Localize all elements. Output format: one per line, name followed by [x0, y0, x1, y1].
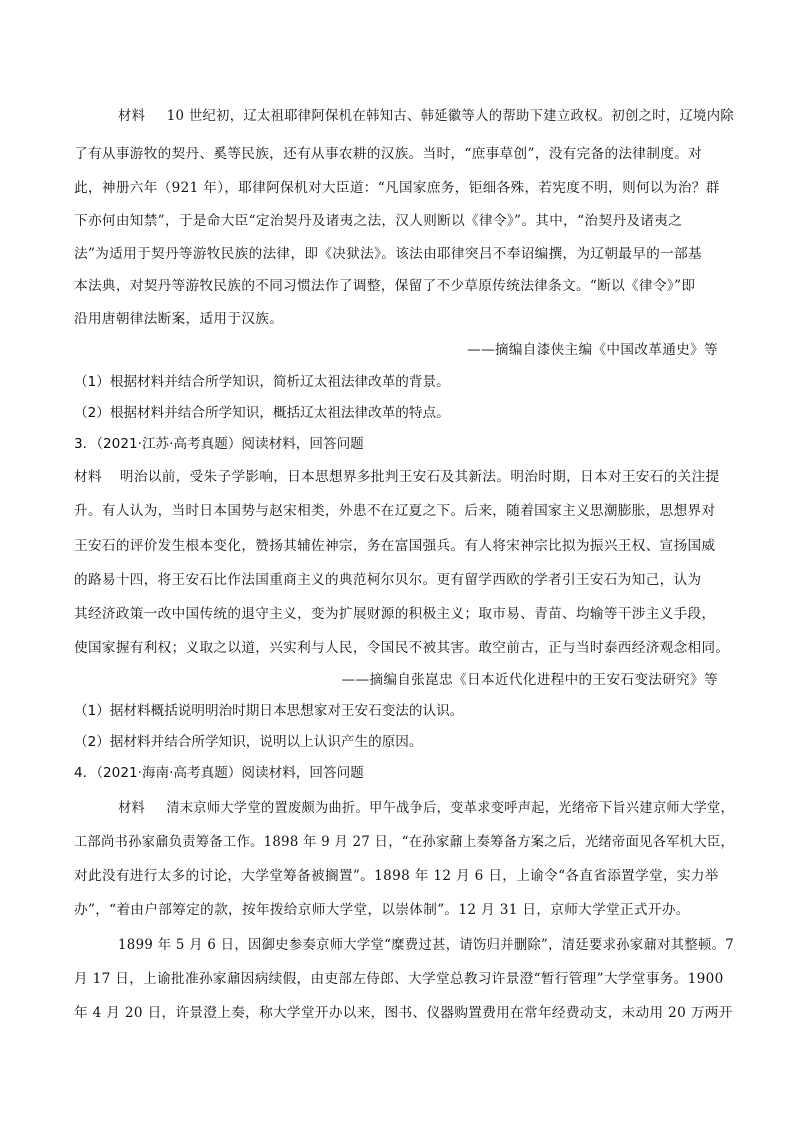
- material-line: 年 4 月 20 日，许景澄上奏，称大学堂开办以来，图书、仪器购置费用在常年经费动支，未动用 20 万两开: [74, 1005, 733, 1021]
- material-line: 月 17 日，上谕批准孙家鼐因病续假，由吏部左侍郎、大学堂总教习许景澄“暂行管理”大学堂事务。1900: [74, 971, 724, 987]
- question-item: （1）据材料概括说明明治时期日本思想家对王安石变法的认识。: [74, 703, 464, 719]
- question-item: （1）根据材料并结合所学知识，简析辽太祖法律改革的背景。: [74, 374, 450, 390]
- material-label: 材料: [118, 800, 146, 816]
- material-line: 使国家握有利权；义取之以道，兴实利与人民，令国民不被其害。敢空前古，正与当时泰西经济观念相同。: [74, 640, 730, 656]
- material-line: 1899 年 5 月 6 日，因御史参奏京师大学堂“糜费过甚，请饬归并删除”，清廷要求孙家鼐对其整顿。7: [118, 937, 734, 953]
- material-line: 其经济政策一改中国传统的退守主义，变为扩展财源的积极主义；取市易、青苗、均输等干涉主义手段，: [74, 606, 716, 622]
- source-citation: ——摘编自漆侠主编《中国改革通史》等: [467, 342, 718, 358]
- material-label: 材料: [118, 108, 146, 124]
- material-line: 本法典，对契丹等游牧民族的不同习惯法作了调整，保留了不少草原传统法律条文。“断以《律令》”即: [74, 278, 696, 294]
- material-line: 此，神册六年（921 年），耶律阿保机对大臣道：“凡国家庶务，钜细各殊，若宪度不明，则何以为治？群: [74, 180, 720, 196]
- material-line: 了有从事游牧的契丹、奚等民族，还有从事农耕的汉族。当时，“庶事草创”，没有完备的法律制度。对: [74, 146, 703, 162]
- material-line: 王安石的评价发生根本变化，赞扬其辅佐神宗，务在富国强兵。有人将宋神宗比拟为振兴王权、宣扬国威: [74, 538, 716, 554]
- material-line: 下亦何由知禁”，于是命大臣“定治契丹及诸夷之法，汉人则断以《律令》”。其中，“治契丹及诸夷之: [74, 213, 683, 229]
- material-line: 对此没有进行太多的讨论，大学堂筹备被搁置”。1898 年 12 月 6 日，上谕令“各直省添置学堂，实力举: [74, 868, 719, 884]
- question-header: 4．（2021·海南·高考真题）阅读材料，回答问题: [74, 765, 364, 781]
- material-line: 办”，“着由户部筹定的款，按年拨给京师大学堂，以崇体制”。12 月 31 日，京师大学堂正式开办。: [74, 902, 690, 918]
- material-line: 升。有人认为，当时日本国势与赵宋相类，外患不在辽夏之下。后来，随着国家主义思潮膨胀，思想界对: [74, 503, 716, 519]
- material-line: 法”为适用于契丹等游牧民族的法律，即《决狱法》。该法由耶律突吕不奉诏编撰，为辽朝最早的一部基: [74, 246, 702, 262]
- material-line: 材料 10 世纪初，辽太祖耶律阿保机在韩知古、韩延徽等人的帮助下建立政权。初创之时，辽境内除: [118, 108, 735, 124]
- material-line: 沿用唐朝律法断案，适用于汉族。: [74, 311, 284, 327]
- material-line: 工部尚书孙家鼐负责筹备工作。1898 年 9 月 27 日，“在孙家鼐上奏筹备方案之后，光绪帝面见各军机大臣，: [74, 834, 734, 850]
- material-line: 的路易十四，将王安石比作法国重商主义的典范柯尔贝尔。更有留学西欧的学者引王安石为知己，认为: [74, 572, 702, 588]
- question-header: 3．（2021·江苏·高考真题）阅读材料，回答问题: [74, 436, 364, 452]
- material-line: 材料 清末京师大学堂的置废颇为曲折。甲午战争后，变革求变呼声起，光绪帝下旨兴建京师大学堂，: [118, 800, 735, 816]
- material-label: 材料: [74, 469, 102, 485]
- question-item: （2）据材料并结合所学知识，说明以上认识产生的原因。: [74, 734, 423, 750]
- question-item: （2）根据材料并结合所学知识，概括辽太祖法律改革的特点。: [74, 405, 450, 421]
- material-line: 材料 明治以前，受朱子学影响，日本思想界多批判王安石及其新法。明治时期，日本对王安石的关注提: [74, 469, 720, 485]
- source-citation: ——摘编自张崑忠《日本近代化进程中的王安石变法研究》等: [341, 672, 718, 688]
